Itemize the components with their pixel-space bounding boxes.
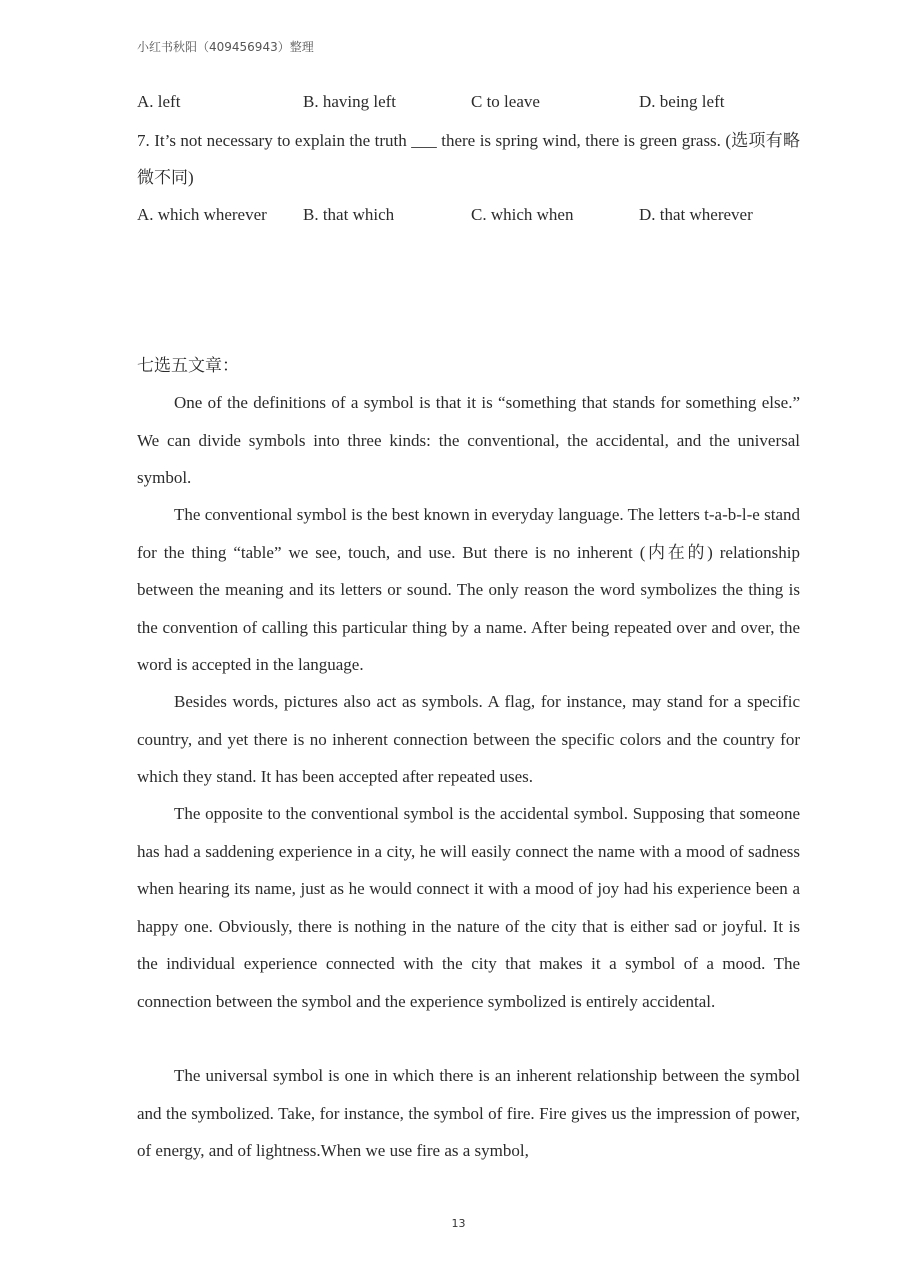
paragraph-4: The opposite to the conventional symbol is the accidental symbol. Supposing that someone has had a saddening experience in a city, he will easily connect the name with a mood of sadness when hearing its name, just as he would connect it with a mood of joy had his experience been a happy one. Obviously, there is nothing in the nature of the city that is either sad or joyful. It is the individual experience connected with the city that makes it a symbol of a mood. The connection between the symbol and the experience symbolized is entirely accidental. bbox=[137, 804, 800, 1011]
q6-options bbox=[137, 90, 800, 114]
q6-option-a: A. left bbox=[137, 92, 181, 111]
q6-option-b: B. having left bbox=[303, 92, 397, 111]
paragraph-1: One of the definitions of a symbol is that it is “something that stands for something else.” We can divide symbols into three kinds: the conventional, the accidental, and the universal symbol. bbox=[137, 393, 800, 487]
q6-option-d: D. being left bbox=[639, 92, 725, 111]
paragraph-2: The conventional symbol is the best known in everyday language. The letters t-a-b-l-e stand for the thing “table” we see, touch, and use. But there is no inherent (内在的) relationship between the meaning and its letters or sound. The only reason the word symbolizes the thing is the convention of calling this particular thing by a name. After being repeated over and over, the word is accepted in the language. bbox=[137, 505, 800, 674]
paragraph-5: The universal symbol is one in which there is an inherent relationship between the symbol and the symbolized. Take, for instance, the symbol of fire. Fire gives us the impression of power, of energy, and of lightness.When we use fire as a symbol, bbox=[137, 1066, 800, 1160]
page-header: 小红书秋阳（409456943）整理 bbox=[137, 40, 314, 54]
question-7: 7. It’s not necessary to explain the truth ___ there is spring wind, there is green grass. (选项有略微不同) bbox=[137, 131, 800, 187]
page-number: 13 bbox=[451, 1217, 466, 1230]
section-title: 七选五文章： bbox=[137, 356, 239, 375]
paragraph-3: Besides words, pictures also act as symbols. A flag, for instance, may stand for a specific country, and yet there is no inherent connection between the specific colors and the country for which they stand. It has been accepted after repeated uses. bbox=[137, 692, 800, 786]
q7-options bbox=[137, 203, 800, 227]
q6-option-c: C to leave bbox=[471, 92, 540, 111]
q7-option-b: B. that which bbox=[303, 205, 395, 224]
q7-option-a: A. which wherever bbox=[137, 205, 267, 224]
q7-option-c: C. which when bbox=[471, 205, 574, 224]
q7-option-d: D. that wherever bbox=[639, 205, 753, 224]
